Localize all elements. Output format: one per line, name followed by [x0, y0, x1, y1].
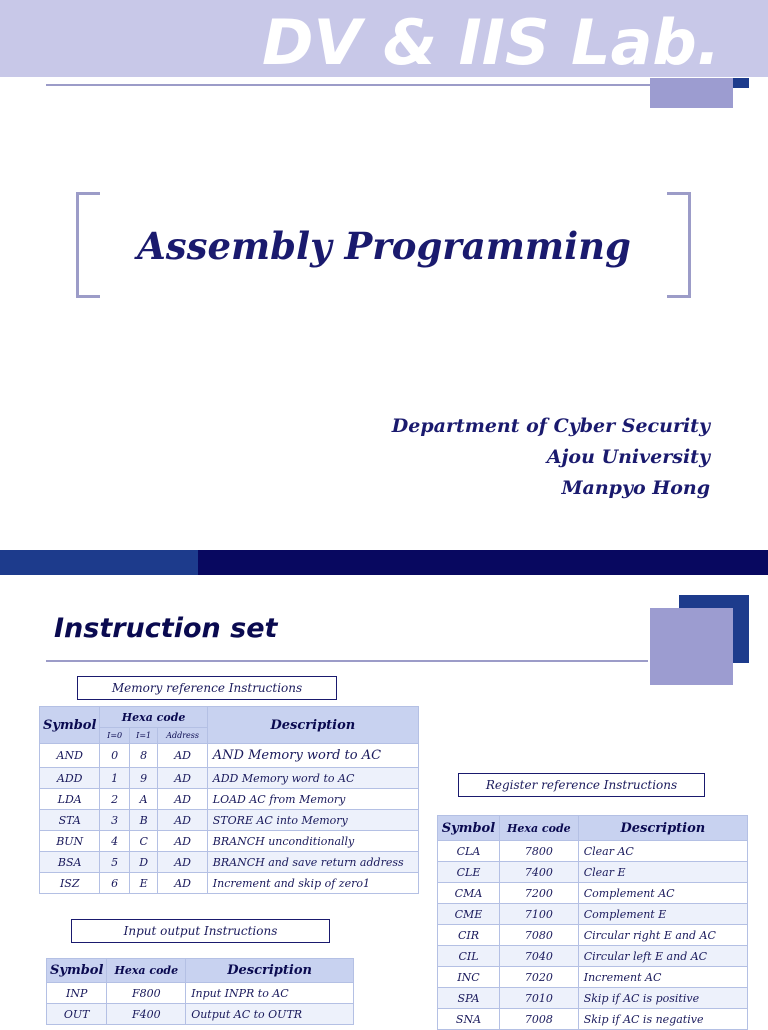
cell-i1: D — [129, 852, 158, 873]
table-row — [47, 983, 354, 1004]
author-text: Manpyo Hong — [561, 477, 710, 499]
cell-address: AD — [158, 831, 207, 852]
table-row — [438, 841, 748, 862]
table-row — [40, 810, 419, 831]
header-symbol: Symbol — [438, 816, 500, 841]
table-row — [438, 988, 748, 1009]
table-row — [438, 883, 748, 904]
table-row — [438, 862, 748, 883]
cell-hex: 7008 — [499, 1009, 578, 1030]
table-row — [40, 789, 419, 810]
register-caption: Register reference Instructions — [458, 773, 705, 797]
slide-title: Instruction set — [54, 613, 278, 644]
io-caption: Input output Instructions — [71, 919, 330, 943]
cell-symbol: CLE — [438, 862, 500, 883]
header-description: Description — [207, 707, 418, 744]
cell-description: Increment AC — [578, 967, 747, 988]
cell-hex: F400 — [107, 1004, 186, 1025]
cell-address: AD — [158, 852, 207, 873]
cell-description: ADD Memory word to AC — [207, 768, 418, 789]
table-row — [40, 768, 419, 789]
header-symbol: Symbol — [47, 959, 107, 983]
cell-symbol: OUT — [47, 1004, 107, 1025]
cell-description: BRANCH unconditionally — [207, 831, 418, 852]
cell-hex: 7020 — [499, 967, 578, 988]
cell-description: STORE AC into Memory — [207, 810, 418, 831]
cell-hex: 7100 — [499, 904, 578, 925]
cell-description: Output AC to OUTR — [186, 1004, 354, 1025]
header-i1: I=1 — [129, 728, 158, 744]
table-row — [438, 946, 748, 967]
slide-divider — [0, 550, 768, 575]
cell-symbol: CIL — [438, 946, 500, 967]
table-row — [438, 904, 748, 925]
cell-symbol: CME — [438, 904, 500, 925]
cell-i1: B — [129, 810, 158, 831]
cell-hex: F800 — [107, 983, 186, 1004]
cell-i0: 1 — [100, 768, 129, 789]
cell-symbol: BUN — [40, 831, 100, 852]
instruction-set-slide — [0, 575, 768, 1024]
cell-description: AND Memory word to AC — [207, 744, 418, 768]
cell-i0: 6 — [100, 873, 129, 894]
cell-hex: 7010 — [499, 988, 578, 1009]
cell-symbol: ISZ — [40, 873, 100, 894]
cell-description: Skip if AC is negative — [578, 1009, 747, 1030]
cell-hex: 7800 — [499, 841, 578, 862]
cell-hex: 7040 — [499, 946, 578, 967]
university-text: Ajou University — [546, 446, 710, 468]
header-band — [0, 0, 768, 77]
cell-description: Circular right E and AC — [578, 925, 747, 946]
cell-i1: C — [129, 831, 158, 852]
title-rule — [46, 660, 648, 662]
department-text: Department of Cyber Security — [391, 415, 710, 437]
cell-description: Input INPR to AC — [186, 983, 354, 1004]
table-row — [438, 1009, 748, 1030]
header-rule — [46, 84, 740, 86]
cell-hex: 7080 — [499, 925, 578, 946]
cell-hex: 7400 — [499, 862, 578, 883]
cell-description: Clear AC — [578, 841, 747, 862]
cell-symbol: AND — [40, 744, 100, 768]
cell-symbol: CIR — [438, 925, 500, 946]
cell-description: BRANCH and save return address — [207, 852, 418, 873]
lab-name: DV & IIS Lab. — [262, 6, 721, 77]
cell-description: Circular left E and AC — [578, 946, 747, 967]
cell-symbol: CLA — [438, 841, 500, 862]
header-description: Description — [578, 816, 747, 841]
cell-address: AD — [158, 789, 207, 810]
cell-i0: 5 — [100, 852, 129, 873]
cell-i1: 9 — [129, 768, 158, 789]
io-instructions-table — [46, 958, 354, 1025]
cell-symbol: INC — [438, 967, 500, 988]
cell-address: AD — [158, 873, 207, 894]
cell-address: AD — [158, 744, 207, 768]
cell-description: Clear E — [578, 862, 747, 883]
table-row — [40, 852, 419, 873]
cell-symbol: STA — [40, 810, 100, 831]
cell-symbol: LDA — [40, 789, 100, 810]
cell-i1: A — [129, 789, 158, 810]
table-row — [47, 1004, 354, 1025]
cell-description: Complement E — [578, 904, 747, 925]
cell-description: Complement AC — [578, 883, 747, 904]
register-reference-table — [437, 815, 748, 1030]
table-row — [40, 744, 419, 768]
cell-symbol: SNA — [438, 1009, 500, 1030]
cell-symbol: ADD — [40, 768, 100, 789]
table-row — [438, 925, 748, 946]
header-symbol: Symbol — [40, 707, 100, 744]
header-hexa-code: Hexa code — [100, 707, 207, 728]
memory-caption: Memory reference Instructions — [77, 676, 337, 700]
cell-symbol: BSA — [40, 852, 100, 873]
slide-title: Assembly Programming — [137, 224, 631, 268]
header-i0: I=0 — [100, 728, 129, 744]
cell-description: Skip if AC is positive — [578, 988, 747, 1009]
cell-symbol: INP — [47, 983, 107, 1004]
cell-i0: 2 — [100, 789, 129, 810]
cell-i1: E — [129, 873, 158, 894]
table-row — [40, 873, 419, 894]
header-hexa-code: Hexa code — [499, 816, 578, 841]
cell-address: AD — [158, 810, 207, 831]
cell-symbol: SPA — [438, 988, 500, 1009]
decor-square-dark — [733, 78, 749, 88]
memory-reference-table — [39, 706, 419, 894]
decor-square-light — [650, 78, 733, 108]
cell-symbol: CMA — [438, 883, 500, 904]
divider-accent — [0, 550, 198, 575]
cell-description: LOAD AC from Memory — [207, 789, 418, 810]
header-address: Address — [158, 728, 207, 744]
cell-hex: 7200 — [499, 883, 578, 904]
cell-i0: 0 — [100, 744, 129, 768]
cell-description: Increment and skip of zero1 — [207, 873, 418, 894]
cell-i0: 4 — [100, 831, 129, 852]
header-hexa-code: Hexa code — [107, 959, 186, 983]
table-row — [438, 967, 748, 988]
cell-address: AD — [158, 768, 207, 789]
table-row — [40, 831, 419, 852]
cell-i1: 8 — [129, 744, 158, 768]
cell-i0: 3 — [100, 810, 129, 831]
decor-square-light — [650, 608, 733, 685]
header-description: Description — [186, 959, 354, 983]
